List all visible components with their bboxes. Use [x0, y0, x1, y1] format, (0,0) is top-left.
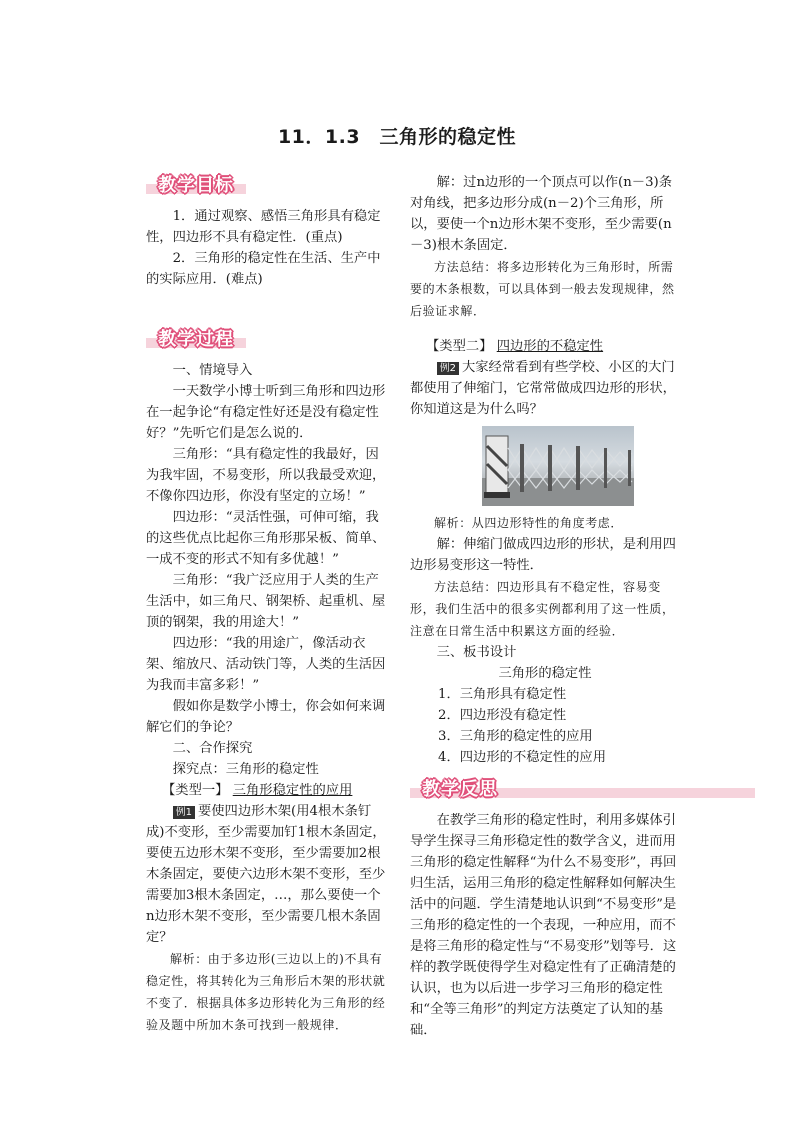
board-item: 1．三角形具有稳定性 — [438, 687, 567, 702]
paragraph: 四边形：“灵活性强，可伸可缩，我的这些优点比起你三角形那呆板、简单、一成不变的形式不知有多优越！” — [146, 510, 386, 567]
example-body: 大家经常看到有些学校、小区的大门都使用了伸缩门，它常常做成四边形的形状，你知道这是为什么吗？ — [410, 360, 676, 417]
right-column — [410, 172, 680, 1041]
analysis-text: 解析：从四边形特性的角度考虑． — [434, 516, 624, 530]
method-summary: 方法总结：将多边形转化为三角形时，所需要的木条根数，可以具体到一般去发现规律，然后验证求解． — [410, 260, 675, 318]
objective-item: 2．三角形的稳定性在生活、生产中的实际应用．(难点) — [146, 251, 381, 287]
paragraph: 假如你是数学小博士，你会如何来调解它们的争论？ — [146, 699, 386, 735]
reflection-header: 教学反思 — [422, 779, 498, 800]
type-heading — [410, 336, 680, 357]
objective-item: 1．通过观察、感悟三角形具有稳定性，四边形不具有稳定性．(重点) — [146, 209, 381, 245]
type-prefix: 【类型一】 — [162, 783, 229, 798]
board-item: 2．四边形没有稳定性 — [438, 708, 567, 723]
section-heading: 三、板书设计 — [436, 645, 517, 660]
objectives-banner — [146, 172, 388, 202]
paragraph: 三角形：“我广泛应用于人类的生产生活中，如三角尺、钢架桥、起重机、屋顶的钢架，我的用途大！” — [146, 573, 386, 630]
process-banner — [146, 326, 388, 356]
board-title: 三角形的稳定性 — [498, 666, 592, 681]
example-badge: 例1 — [173, 806, 195, 819]
example-text — [146, 801, 388, 948]
left-column — [146, 172, 388, 1036]
reflection-banner — [410, 776, 680, 806]
board-item: 4．四边形的不稳定性的应用 — [438, 750, 607, 765]
explore-point: 探究点：三角形的稳定性 — [172, 762, 319, 777]
objectives-header: 教学目标 — [158, 175, 234, 196]
example-badge: 例2 — [437, 362, 459, 375]
type-prefix: 【类型二】 — [426, 339, 493, 354]
reflection-text: 在教学三角形的稳定性时，利用多媒体引导学生探寻三角形稳定性的数学含义，进而用三角形的稳定性解释“为什么不易变形”，再回归生活，运用三角形的稳定性解释如何解决生活中的问题．学生清楚地认识到“不易变形”是三角形的稳定性的一个表现，一种应用，而不是将三角形的稳定性与“不易变形”划等号．这样的教学既使得学生对稳定性有了正确清楚的认识，也为以后进一步学习三角形的稳定性和“全等三角形”的判定方法奠定了认知的基础． — [410, 813, 677, 1038]
board-item: 3．三角形的稳定性的应用 — [438, 729, 593, 744]
example-text — [410, 357, 680, 420]
section-heading: 二、合作探究 — [172, 741, 253, 756]
type-heading — [146, 780, 388, 801]
paragraph: 一天数学小博士听到三角形和四边形在一起争论“有稳定性好还是没有稳定性好？”先听它们是怎么说的． — [146, 384, 386, 441]
retractable-gate-photo — [482, 426, 634, 506]
process-header: 教学过程 — [158, 329, 234, 350]
example-body: 要使四边形木架(用4根木条钉成)不变形，至少需要加钉1根木条固定，要使五边形木架不变形，至少需要加2根木条固定，要使六边形木架不变形，至少需要加3根木条固定，…，那么要使一个n边形木架不变形，至少需要几根木条固定？ — [146, 804, 386, 945]
solution-text: 解：伸缩门做成四边形的形状，是利用四边形易变形这一特性． — [410, 537, 676, 573]
type-title: 四边形的不稳定性 — [496, 339, 604, 354]
page-title: 11．1.3 三角形的稳定性 — [277, 126, 517, 148]
type-title: 三角形稳定性的应用 — [232, 783, 353, 798]
section-heading: 一、情境导入 — [172, 363, 253, 378]
paragraph: 四边形：“我的用途广，像活动衣架、缩放尺、活动铁门等，人类的生活因为我而丰富多彩！” — [146, 636, 386, 693]
gate-illustration — [482, 426, 634, 506]
method-summary: 方法总结：四边形具有不稳定性，容易变形，我们生活中的很多实例都利用了这一性质，注意在日常生活中积累这方面的经验． — [410, 580, 675, 638]
solution-text: 解：过n边形的一个顶点可以作(n－3)条对角线，把多边形分成(n－2)个三角形，所以，要使一个n边形木架不变形，至少需要(n－3)根木条固定． — [410, 175, 673, 253]
paragraph: 三角形：“具有稳定性的我最好，因为我牢固，不易变形，所以我最受欢迎，不像你四边形，你没有坚定的立场！” — [146, 447, 386, 504]
analysis-text: 解析：由于多边形(三边以上的)不具有稳定性，将其转化为三角形后木架的形状就不变了．根据具体多边形转化为三角形的经验及题中所加木条可找到一般规律． — [146, 952, 386, 1032]
